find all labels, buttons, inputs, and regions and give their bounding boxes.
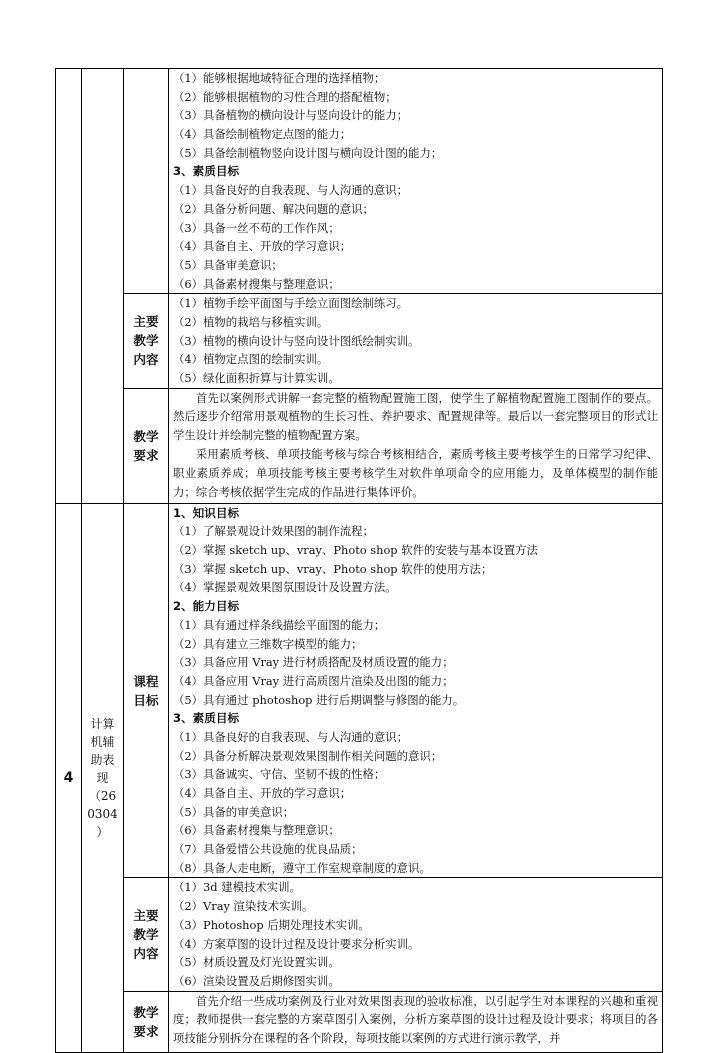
list-line: （5）具备的审美意识； bbox=[173, 804, 295, 819]
course-name-line: 现 bbox=[96, 770, 109, 785]
requirement-text bbox=[169, 992, 662, 1048]
list-line: （2）Vray 渲染技术实训。 bbox=[173, 899, 314, 914]
list-line: （1）具备良好的自我表现、与人沟通的意识； bbox=[173, 183, 409, 198]
label-line: 主要 bbox=[133, 908, 159, 923]
objectives-list bbox=[169, 69, 662, 293]
list-line: （4）方案草图的设计过程及设计要求分析实训。 bbox=[173, 936, 420, 951]
requirement-paragraph: 首先以案例形式讲解一套完整的植物配置施工图，使学生了解植物配置施工图制作的要点。然后逐步介绍常用景观植物的生长习性、养护要求、配置规律等。最后以一套完整项目的形式让学生设计并绘制完整的植物配置方案。 bbox=[173, 390, 658, 443]
row4-content-cell bbox=[169, 878, 663, 991]
section-heading: 2、能力目标 bbox=[173, 599, 240, 614]
row3-number-cell bbox=[56, 69, 82, 504]
row3-objectives-cell bbox=[169, 69, 663, 294]
list-line: （5）绿化面积折算与计算实训。 bbox=[173, 371, 340, 385]
row4-objectives-label bbox=[124, 503, 169, 878]
list-line: （2）植物的栽培与移植实训。 bbox=[173, 314, 329, 329]
content-list bbox=[169, 878, 662, 990]
list-line: （1）能够根据地域特征合理的选择植物； bbox=[173, 71, 386, 85]
list-line: （7）具备爱惜公共设施的优良品质； bbox=[173, 842, 363, 857]
course-name-line: 0304 bbox=[87, 806, 118, 821]
list-line: （3）掌握 sketch up、vray、Photo shop 软件的使用方法； bbox=[173, 561, 493, 576]
row3-objectives-label-cell bbox=[124, 69, 169, 294]
section-heading: 1、知识目标 bbox=[173, 505, 240, 520]
list-line: （4）具备自主、开放的学习意识； bbox=[173, 239, 352, 254]
label-line: 主要 bbox=[133, 314, 159, 330]
row4-requirement-label bbox=[124, 991, 169, 1052]
list-line: （3）Photoshop 后期处理技术实训。 bbox=[173, 917, 370, 932]
row4-requirement-cell bbox=[169, 991, 663, 1052]
list-line: （4）具备应用 Vray 进行高质图片渲染及出图的能力； bbox=[173, 673, 454, 688]
course-name-line: 机辅 bbox=[90, 734, 115, 749]
section-heading: 3、素质目标 bbox=[173, 164, 240, 179]
list-line: （3）具备一丝不苟的工作作风； bbox=[173, 220, 340, 235]
list-line: （3）具备诚实、守信、坚韧不拔的性格； bbox=[173, 767, 386, 782]
content-list bbox=[169, 294, 662, 387]
section-heading: 3、素质目标 bbox=[173, 711, 240, 726]
list-line: （8）具备人走电断，遵守工作室规章制度的意识。 bbox=[173, 860, 431, 875]
row4-objectives-cell bbox=[169, 503, 663, 878]
list-line: （1）了解景观设计效果图的制作流程； bbox=[173, 524, 374, 539]
list-line: （6）具备素材搜集与整理意识； bbox=[173, 823, 340, 838]
label-line: 要求 bbox=[133, 447, 159, 463]
row3-content-cell bbox=[169, 294, 663, 388]
course-name-line: 计算 bbox=[90, 716, 115, 731]
list-line: （3）具备植物的横向设计与竖向设计的能力； bbox=[173, 108, 409, 123]
label-line: 教学 bbox=[133, 333, 159, 349]
list-line: （5）具备审美意识； bbox=[173, 257, 283, 272]
objectives-list bbox=[169, 504, 662, 878]
list-line: （2）具备分析解决景观效果图制作相关问题的意识； bbox=[173, 748, 443, 763]
row3-requirement-cell bbox=[169, 388, 663, 503]
requirement-paragraph: 采用素质考核、单项技能考核与综合考核相结合，素质考核主要考核学生的日常学习纪律、职业素质养成；单项技能考核主要考核学生对软件单项命令的应用能力，及单体模型的制作能力；综合考核依据学生完成的作品进行集体评价。 bbox=[173, 447, 658, 499]
label-line: 教学 bbox=[133, 927, 159, 942]
course-name-line: 助表 bbox=[90, 752, 115, 767]
course-name-line: ） bbox=[96, 824, 109, 839]
list-line: （2）掌握 sketch up、vray、Photo shop 软件的安装与基本设置方法 bbox=[173, 543, 538, 558]
label-line: 教学 bbox=[133, 428, 159, 444]
requirement-text bbox=[169, 389, 662, 502]
row3-course-name-cell bbox=[82, 69, 124, 504]
list-line: （4）掌握景观效果图氛围设计及设置方法。 bbox=[173, 580, 397, 595]
list-line: （1）具有通过样条线描绘平面图的能力； bbox=[173, 617, 386, 632]
list-line: （6）渲染设置及后期修图实训。 bbox=[173, 973, 340, 988]
list-line: （5）具有通过 photoshop 进行后期调整与修图的能力。 bbox=[173, 692, 465, 707]
list-line: （3）具备应用 Vray 进行材质搭配及材质设置的能力； bbox=[173, 655, 454, 670]
course-name-line: （26 bbox=[88, 788, 117, 803]
label-line: 教学 bbox=[133, 1004, 159, 1020]
list-line: （1）具备良好的自我表现、与人沟通的意识； bbox=[173, 729, 409, 744]
requirement-paragraph: 首先介绍一些成功案例及行业对效果图表现的验收标准，以引起学生对本课程的兴趣和重视度；教师提供一套完整的方案草图引入案例，分析方案草图的设计过程及设计要求；将项目的各项技能分别拆分在课程的各个阶段，每项技能以案例的方式进行演示教学，并 bbox=[173, 993, 658, 1046]
list-line: （2）能够根据植物的习性合理的搭配植物； bbox=[173, 89, 397, 104]
list-line: （4）具备绘制植物定点图的能力； bbox=[173, 127, 352, 142]
list-line: （3）植物的横向设计与竖向设计图纸绘制实训。 bbox=[173, 333, 420, 348]
label-line: 内容 bbox=[133, 946, 159, 961]
list-line: （1）植物手绘平面图与手绘立面图绘制练习。 bbox=[173, 296, 409, 311]
label-line: 课程 bbox=[133, 673, 159, 689]
curriculum-table bbox=[55, 68, 663, 1053]
list-line: （6）具备素材搜集与整理意识； bbox=[173, 276, 340, 291]
list-line: （4）植物定点图的绘制实训。 bbox=[173, 352, 329, 367]
list-line: （5）材质设置及灯光设置实训。 bbox=[173, 955, 340, 970]
list-line: （1）3d 建模技术实训。 bbox=[173, 880, 301, 895]
label-line: 内容 bbox=[133, 352, 159, 368]
row4-number: 4 bbox=[56, 503, 82, 1052]
row4-course-name bbox=[82, 503, 124, 1052]
row3-requirement-label bbox=[124, 388, 169, 503]
row3-content-label bbox=[124, 294, 169, 388]
list-line: （2）具备分析问题、解决问题的意识； bbox=[173, 201, 374, 216]
list-line: （5）具备绘制植物竖向设计图与横向设计图的能力； bbox=[173, 145, 443, 160]
list-line: （2）具有建立三维数字模型的能力； bbox=[173, 636, 363, 651]
label-line: 要求 bbox=[133, 1023, 159, 1039]
row4-content-label bbox=[124, 878, 169, 991]
label-line: 目标 bbox=[133, 692, 159, 708]
list-line: （4）具备自主、开放的学习意识； bbox=[173, 786, 352, 800]
